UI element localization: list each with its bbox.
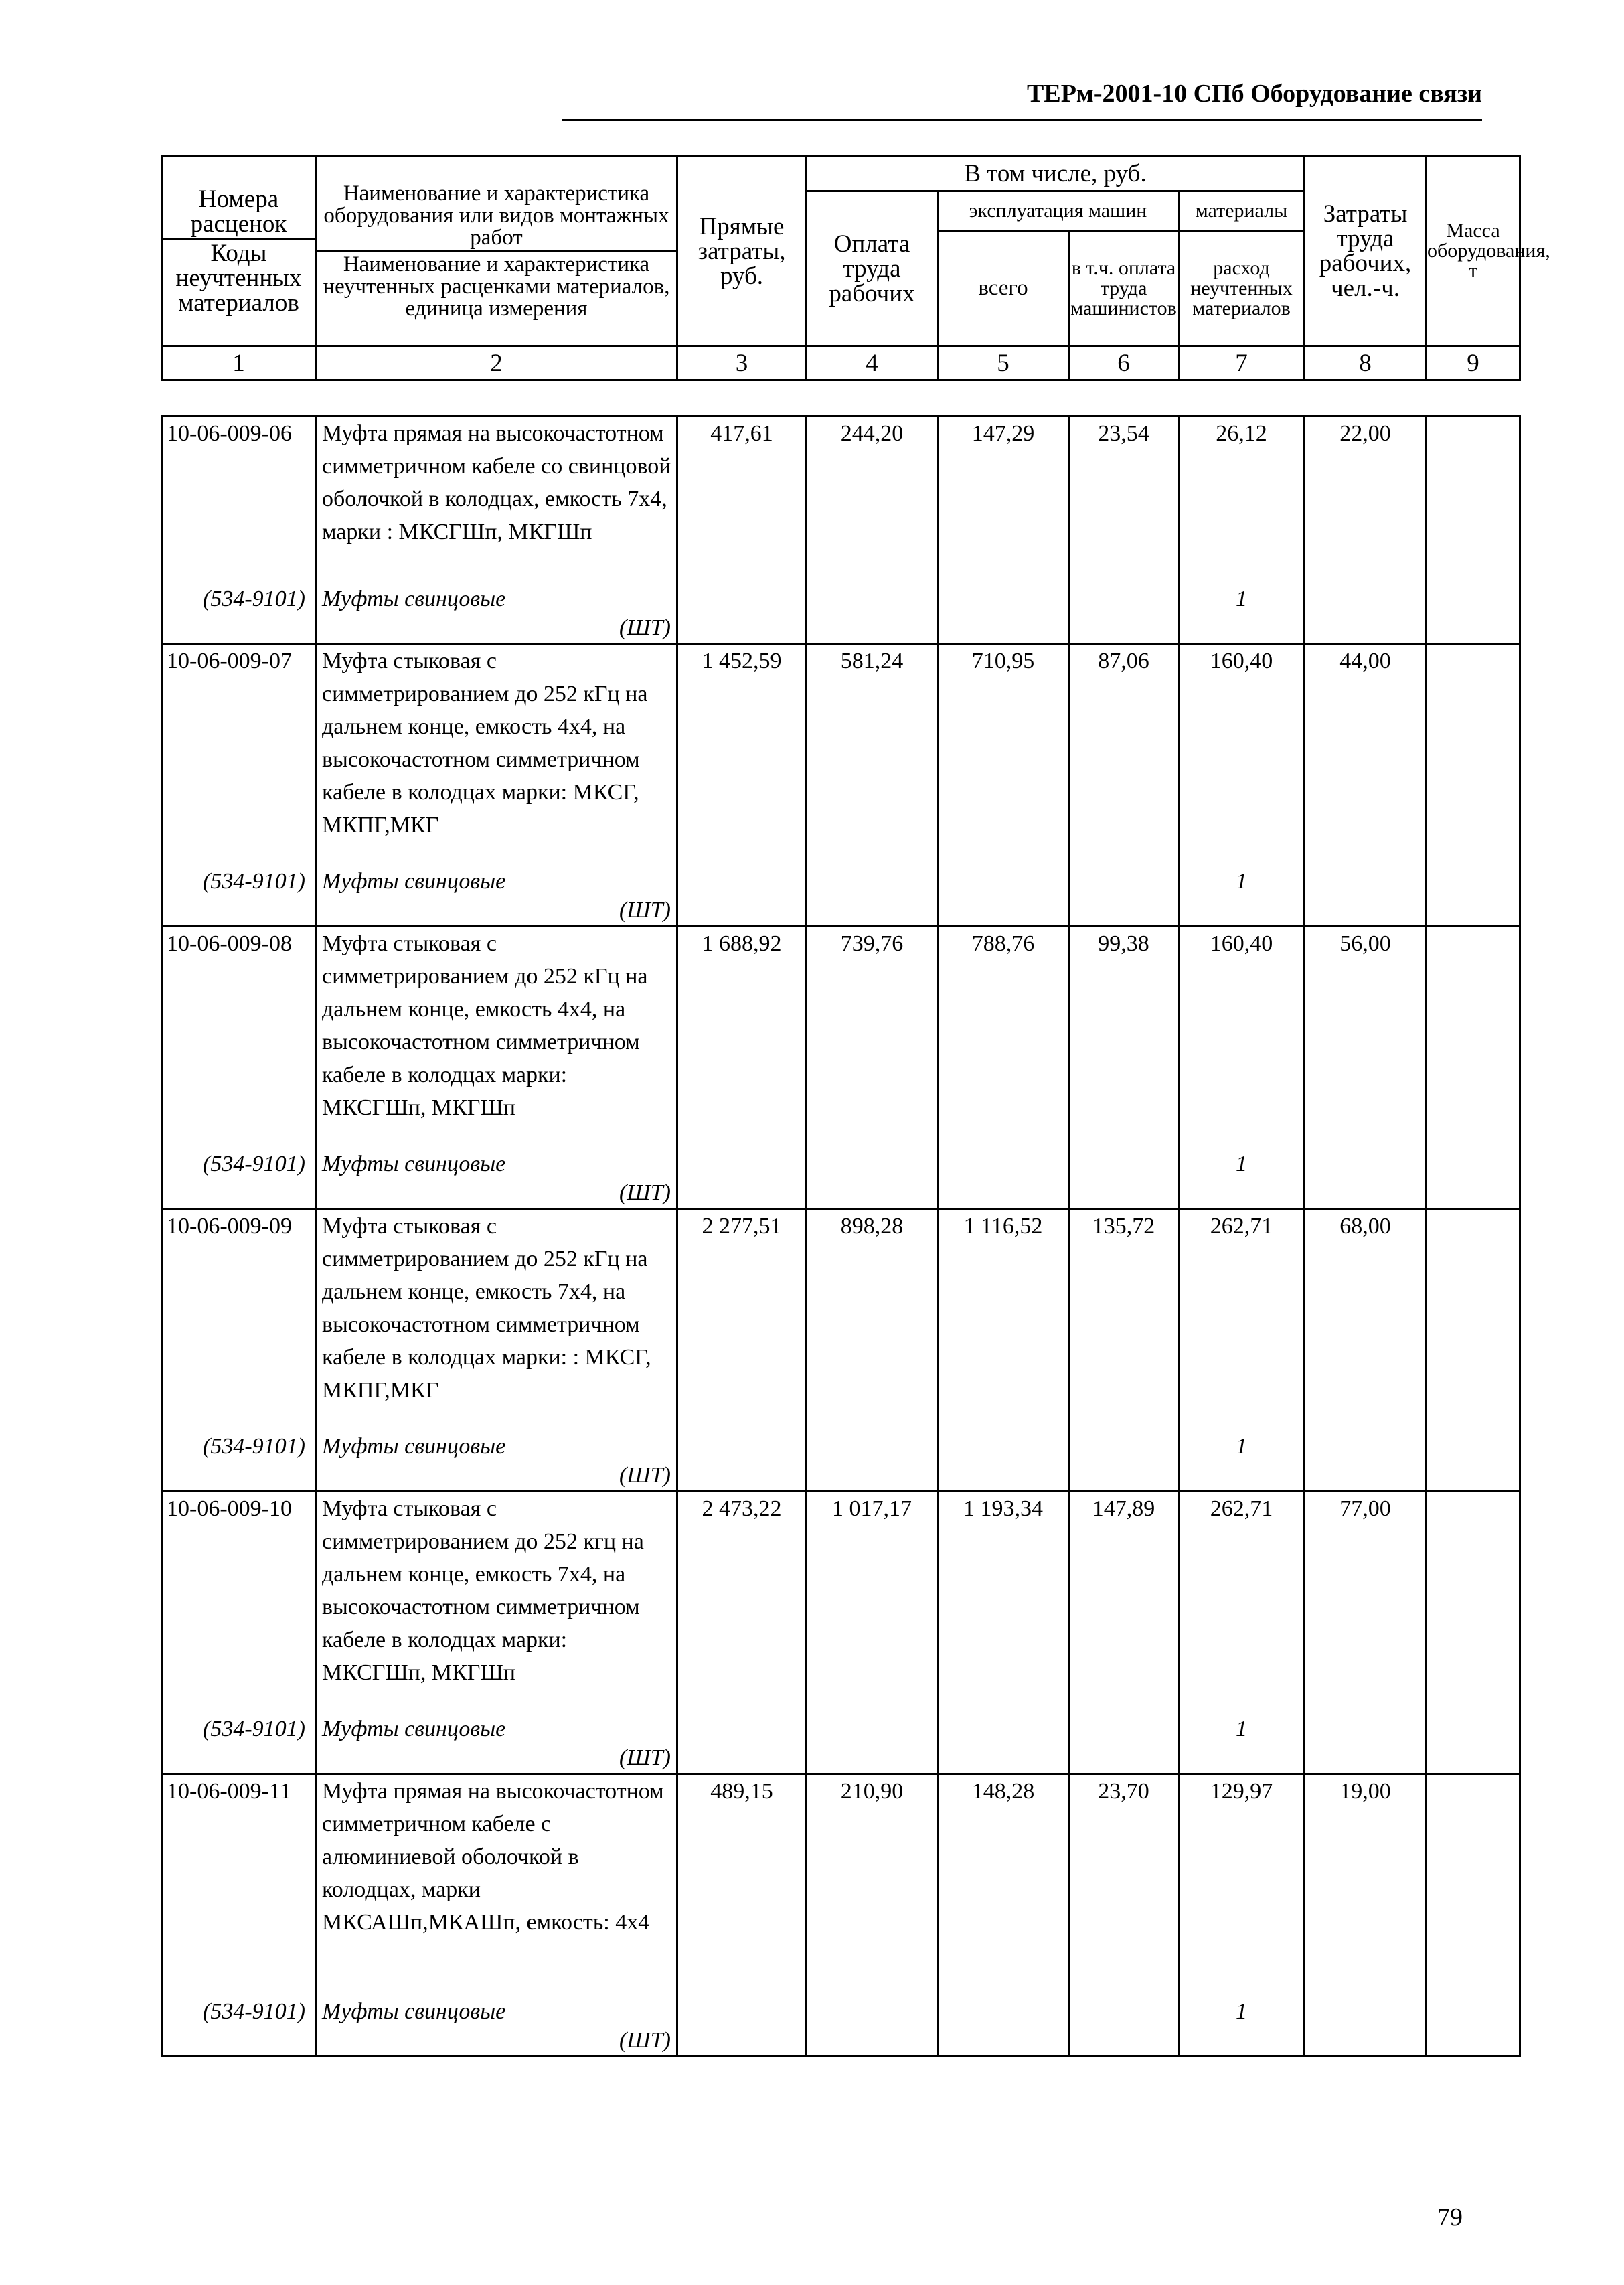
materials-cost: 262,71 <box>1179 1492 1305 1713</box>
direct-costs: 1 688,92 <box>677 927 807 1148</box>
material-row <box>162 865 1520 927</box>
material-code: (534-9101) <box>162 1713 316 1774</box>
material-quantity: 1 <box>1179 1430 1305 1492</box>
empty-cell <box>1069 1430 1179 1492</box>
materials-cost: 129,97 <box>1179 1774 1305 1995</box>
empty-cell <box>1305 1430 1427 1492</box>
column-number: 2 <box>316 346 677 380</box>
material-cell <box>316 1713 677 1774</box>
material-row <box>162 1995 1520 2057</box>
empty-cell <box>677 1148 807 1209</box>
table-row <box>162 1774 1520 1995</box>
empty-cell <box>1427 1430 1520 1492</box>
material-quantity: 1 <box>1179 1713 1305 1774</box>
empty-cell <box>1305 1995 1427 2057</box>
labor-pay: 739,76 <box>807 927 938 1148</box>
equipment-mass <box>1427 1209 1520 1430</box>
empty-cell <box>677 1713 807 1774</box>
empty-cell <box>807 582 938 644</box>
header-labor-hours: Затраты труда рабочих, чел.-ч. <box>1305 157 1427 346</box>
material-unit: (ШТ) <box>619 1463 671 1488</box>
equipment-mass <box>1427 1492 1520 1713</box>
direct-costs: 489,15 <box>677 1774 807 1995</box>
empty-cell <box>1427 865 1520 927</box>
header-machinists-pay: в т.ч. оплата труда машинистов <box>1069 231 1179 346</box>
material-unit: (ШТ) <box>619 2028 671 2053</box>
material-name: Муфты свинцовые <box>322 868 506 894</box>
materials-cost: 160,40 <box>1179 927 1305 1148</box>
empty-cell <box>677 582 807 644</box>
table-row <box>162 1492 1520 1713</box>
work-description: Муфта прямая на высокочастотном симметричном кабеле со свинцовой оболочкой в колодцах, емкость 7х4, марки : МКСГШп, МКГШп <box>316 416 677 582</box>
direct-costs: 1 452,59 <box>677 644 807 865</box>
empty-cell <box>1069 865 1179 927</box>
empty-cell <box>677 1995 807 2057</box>
machines-total: 1 193,34 <box>938 1492 1069 1713</box>
table-row <box>162 927 1520 1148</box>
column-number: 9 <box>1427 346 1520 380</box>
running-title: ТЕРм-2001-10 СПб Оборудование связи <box>562 79 1482 121</box>
empty-cell <box>938 1713 1069 1774</box>
labor-hours: 22,00 <box>1305 416 1427 582</box>
equipment-mass <box>1427 416 1520 582</box>
column-number: 8 <box>1305 346 1427 380</box>
machinists-pay: 23,54 <box>1069 416 1179 582</box>
materials-cost: 262,71 <box>1179 1209 1305 1430</box>
header-col2-bottom: Наименование и характеристика неучтенных расценками материалов, единица измерения <box>323 252 670 321</box>
empty-cell <box>1069 1713 1179 1774</box>
material-row <box>162 1713 1520 1774</box>
header-col1 <box>162 157 316 346</box>
direct-costs: 417,61 <box>677 416 807 582</box>
work-description: Муфта стыковая с симметрированием до 252 кгц на дальнем конце, емкость 7х4, на высокочастотном симметричном кабеле в колодцах марки: МКСГШп, МКГШп <box>316 1492 677 1713</box>
rates-table <box>161 415 1521 2057</box>
empty-cell <box>1305 1713 1427 1774</box>
labor-pay: 581,24 <box>807 644 938 865</box>
labor-hours: 44,00 <box>1305 644 1427 865</box>
header-col2-top: Наименование и характеристика оборудования или видов монтажных работ <box>323 181 669 250</box>
header-machines-total: всего <box>938 231 1069 346</box>
empty-cell <box>1427 1995 1520 2057</box>
material-name: Муфты свинцовые <box>322 1433 506 1459</box>
rate-code: 10-06-009-07 <box>162 644 316 865</box>
table-row <box>162 644 1520 865</box>
column-number: 4 <box>807 346 938 380</box>
materials-cost: 26,12 <box>1179 416 1305 582</box>
work-description: Муфта прямая на высокочастотном симметричном кабеле с алюминиевой оболочкой в колодцах, марки МКСАШп,МКАШп, емкость: 4х4 <box>316 1774 677 1995</box>
material-code: (534-9101) <box>162 865 316 927</box>
header-materials-consumption: расход неучтенных материалов <box>1179 231 1305 346</box>
header-direct-costs: Прямые затраты, руб. <box>677 157 807 346</box>
material-cell <box>316 1148 677 1209</box>
machinists-pay: 23,70 <box>1069 1774 1179 1995</box>
equipment-mass <box>1427 644 1520 865</box>
header-machines-label: эксплуатация машин <box>938 191 1179 231</box>
material-code: (534-9101) <box>162 1148 316 1209</box>
table-header <box>161 155 1550 381</box>
labor-hours: 19,00 <box>1305 1774 1427 1995</box>
labor-pay: 898,28 <box>807 1209 938 1430</box>
empty-cell <box>807 1430 938 1492</box>
empty-cell <box>938 865 1069 927</box>
material-row <box>162 582 1520 644</box>
direct-costs: 2 473,22 <box>677 1492 807 1713</box>
column-number: 3 <box>677 346 807 380</box>
empty-cell <box>938 582 1069 644</box>
empty-cell <box>677 865 807 927</box>
material-unit: (ШТ) <box>619 1180 671 1205</box>
labor-pay: 1 017,17 <box>807 1492 938 1713</box>
rate-code: 10-06-009-06 <box>162 416 316 582</box>
header-materials-label: материалы <box>1179 191 1305 231</box>
machinists-pay: 87,06 <box>1069 644 1179 865</box>
material-unit: (ШТ) <box>619 615 671 640</box>
material-code: (534-9101) <box>162 1430 316 1492</box>
material-code: (534-9101) <box>162 582 316 644</box>
material-cell <box>316 582 677 644</box>
material-quantity: 1 <box>1179 1995 1305 2057</box>
machinists-pay: 99,38 <box>1069 927 1179 1148</box>
empty-cell <box>807 1995 938 2057</box>
empty-cell <box>807 1148 938 1209</box>
header-group-label: В том числе, руб. <box>807 157 1305 191</box>
material-code: (534-9101) <box>162 1995 316 2057</box>
labor-hours: 56,00 <box>1305 927 1427 1148</box>
header-mass: Масса оборудования, т <box>1427 157 1520 346</box>
empty-cell <box>938 1430 1069 1492</box>
material-quantity: 1 <box>1179 1148 1305 1209</box>
header-col1-bottom: Коды неучтенных материалов <box>175 240 302 317</box>
material-quantity: 1 <box>1179 582 1305 644</box>
labor-pay: 210,90 <box>807 1774 938 1995</box>
page-number: 79 <box>1437 2203 1463 2231</box>
work-description: Муфта стыковая с симметрированием до 252 кГц на дальнем конце, емкость 7х4, на высокочастотном симметричном кабеле в колодцах марки: : МКСГ, МКПГ,МКГ <box>316 1209 677 1430</box>
material-name: Муфты свинцовые <box>322 1716 506 1741</box>
machines-total: 148,28 <box>938 1774 1069 1995</box>
equipment-mass <box>1427 1774 1520 1995</box>
table-row <box>162 1209 1520 1430</box>
empty-cell <box>1305 582 1427 644</box>
column-number: 6 <box>1069 346 1179 380</box>
empty-cell <box>677 1430 807 1492</box>
header-col2 <box>316 157 677 346</box>
empty-cell <box>1427 1148 1520 1209</box>
column-number: 1 <box>162 346 316 380</box>
empty-cell <box>1069 582 1179 644</box>
material-cell <box>316 865 677 927</box>
rate-code: 10-06-009-11 <box>162 1774 316 1995</box>
empty-cell <box>807 1713 938 1774</box>
header-col1-top: Номера расценок <box>190 185 287 238</box>
material-cell <box>316 1430 677 1492</box>
empty-cell <box>1427 582 1520 644</box>
empty-cell <box>807 865 938 927</box>
machines-total: 1 116,52 <box>938 1209 1069 1430</box>
material-name: Муфты свинцовые <box>322 586 506 611</box>
material-unit: (ШТ) <box>619 898 671 923</box>
empty-cell <box>1427 1713 1520 1774</box>
materials-cost: 160,40 <box>1179 644 1305 865</box>
empty-cell <box>1069 1995 1179 2057</box>
labor-pay: 244,20 <box>807 416 938 582</box>
rate-code: 10-06-009-09 <box>162 1209 316 1430</box>
empty-cell <box>1305 865 1427 927</box>
empty-cell <box>1305 1148 1427 1209</box>
machines-total: 147,29 <box>938 416 1069 582</box>
material-name: Муфты свинцовые <box>322 1151 506 1176</box>
material-row <box>162 1430 1520 1492</box>
machinists-pay: 135,72 <box>1069 1209 1179 1430</box>
machines-total: 710,95 <box>938 644 1069 865</box>
column-number: 5 <box>938 346 1069 380</box>
material-row <box>162 1148 1520 1209</box>
rate-code: 10-06-009-08 <box>162 927 316 1148</box>
equipment-mass <box>1427 927 1520 1148</box>
material-name: Муфты свинцовые <box>322 1998 506 2024</box>
empty-cell <box>938 1148 1069 1209</box>
labor-hours: 77,00 <box>1305 1492 1427 1713</box>
work-description: Муфта стыковая с симметрированием до 252 кГц на дальнем конце, емкость 4х4, на высокочастотном симметричном кабеле в колодцах марки: МКСГШп, МКГШп <box>316 927 677 1148</box>
machines-total: 788,76 <box>938 927 1069 1148</box>
work-description: Муфта стыковая с симметрированием до 252 кГц на дальнем конце, емкость 4х4, на высокочастотном симметричном кабеле в колодцах марки: МКСГ, МКПГ,МКГ <box>316 644 677 865</box>
rate-code: 10-06-009-10 <box>162 1492 316 1713</box>
direct-costs: 2 277,51 <box>677 1209 807 1430</box>
labor-hours: 68,00 <box>1305 1209 1427 1430</box>
empty-cell <box>938 1995 1069 2057</box>
column-number: 7 <box>1179 346 1305 380</box>
header-labor-pay: Оплата труда рабочих <box>807 191 938 346</box>
table-row <box>162 416 1520 582</box>
material-unit: (ШТ) <box>619 1745 671 1770</box>
empty-cell <box>1069 1148 1179 1209</box>
machinists-pay: 147,89 <box>1069 1492 1179 1713</box>
material-cell <box>316 1995 677 2057</box>
material-quantity: 1 <box>1179 865 1305 927</box>
